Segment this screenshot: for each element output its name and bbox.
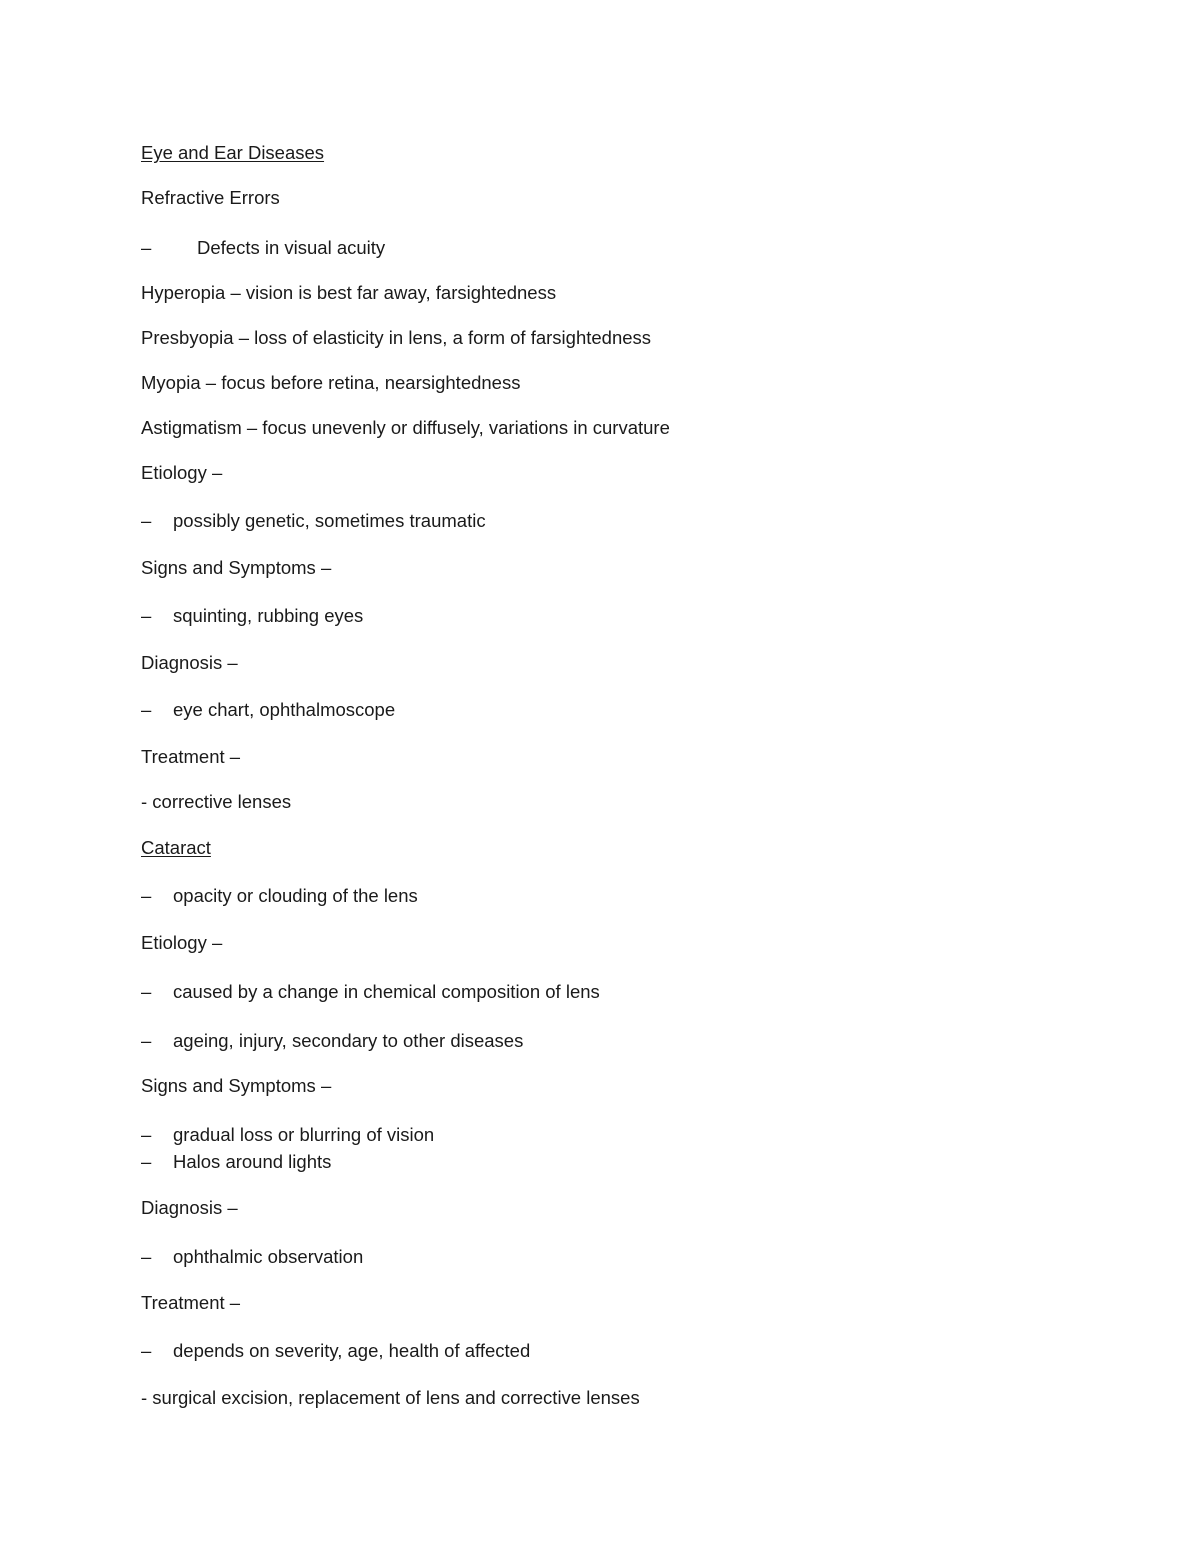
bullet-text: Halos around lights xyxy=(173,1151,332,1172)
bullet-marker: – xyxy=(141,1340,152,1361)
bullet-item xyxy=(141,885,418,907)
text-line: Signs and Symptoms – xyxy=(141,1075,332,1096)
bullet-marker: – xyxy=(141,1124,152,1145)
bullet-item xyxy=(141,1151,331,1173)
bullet-item xyxy=(141,605,363,627)
text-line: - corrective lenses xyxy=(141,791,292,812)
text-line: Diagnosis – xyxy=(141,1197,238,1218)
text-line: Signs and Symptoms – xyxy=(141,557,332,578)
bullet-marker: – xyxy=(141,1151,152,1172)
bullet-text: ophthalmic observation xyxy=(173,1246,364,1267)
text-line: Etiology – xyxy=(141,932,223,953)
section-heading: Cataract xyxy=(141,837,211,858)
text-line: Myopia – focus before retina, nearsightedness xyxy=(141,372,521,393)
text-line: Treatment – xyxy=(141,746,241,767)
bullet-text: opacity or clouding of the lens xyxy=(173,885,418,906)
bullet-marker: – xyxy=(141,605,152,626)
bullet-marker: – xyxy=(141,1030,152,1051)
bullet-item xyxy=(141,1030,523,1052)
text-line: - surgical excision, replacement of lens and corrective lenses xyxy=(141,1387,640,1408)
text-line: Etiology – xyxy=(141,462,223,483)
section-heading: Refractive Errors xyxy=(141,187,280,208)
bullet-item xyxy=(141,237,385,259)
bullet-item xyxy=(141,510,486,532)
bullet-text: ageing, injury, secondary to other diseases xyxy=(173,1030,524,1051)
bullet-marker: – xyxy=(141,1246,152,1267)
text-line: Treatment – xyxy=(141,1292,241,1313)
bullet-text: caused by a change in chemical composition of lens xyxy=(173,981,600,1002)
text-line: Hyperopia – vision is best far away, farsightedness xyxy=(141,282,557,303)
text-line: Diagnosis – xyxy=(141,652,238,673)
bullet-item xyxy=(141,699,395,721)
bullet-text: depends on severity, age, health of affected xyxy=(173,1340,531,1361)
document-title: Eye and Ear Diseases xyxy=(141,142,325,163)
bullet-item xyxy=(141,1246,363,1268)
text-line: Astigmatism – focus unevenly or diffusely, variations in curvature xyxy=(141,417,670,438)
bullet-marker: – xyxy=(141,699,152,720)
bullet-item xyxy=(141,1340,530,1362)
bullet-item xyxy=(141,1124,434,1146)
bullet-marker: – xyxy=(141,885,152,906)
bullet-marker: – xyxy=(141,510,152,531)
bullet-text: eye chart, ophthalmoscope xyxy=(173,699,396,720)
bullet-text: gradual loss or blurring of vision xyxy=(173,1124,435,1145)
bullet-item xyxy=(141,981,600,1003)
bullet-marker: – xyxy=(141,237,152,258)
bullet-text: possibly genetic, sometimes traumatic xyxy=(173,510,486,531)
text-line: Presbyopia – loss of elasticity in lens, a form of farsightedness xyxy=(141,327,652,348)
bullet-text: Defects in visual acuity xyxy=(197,237,386,258)
bullet-marker: – xyxy=(141,981,152,1002)
bullet-text: squinting, rubbing eyes xyxy=(173,605,364,626)
